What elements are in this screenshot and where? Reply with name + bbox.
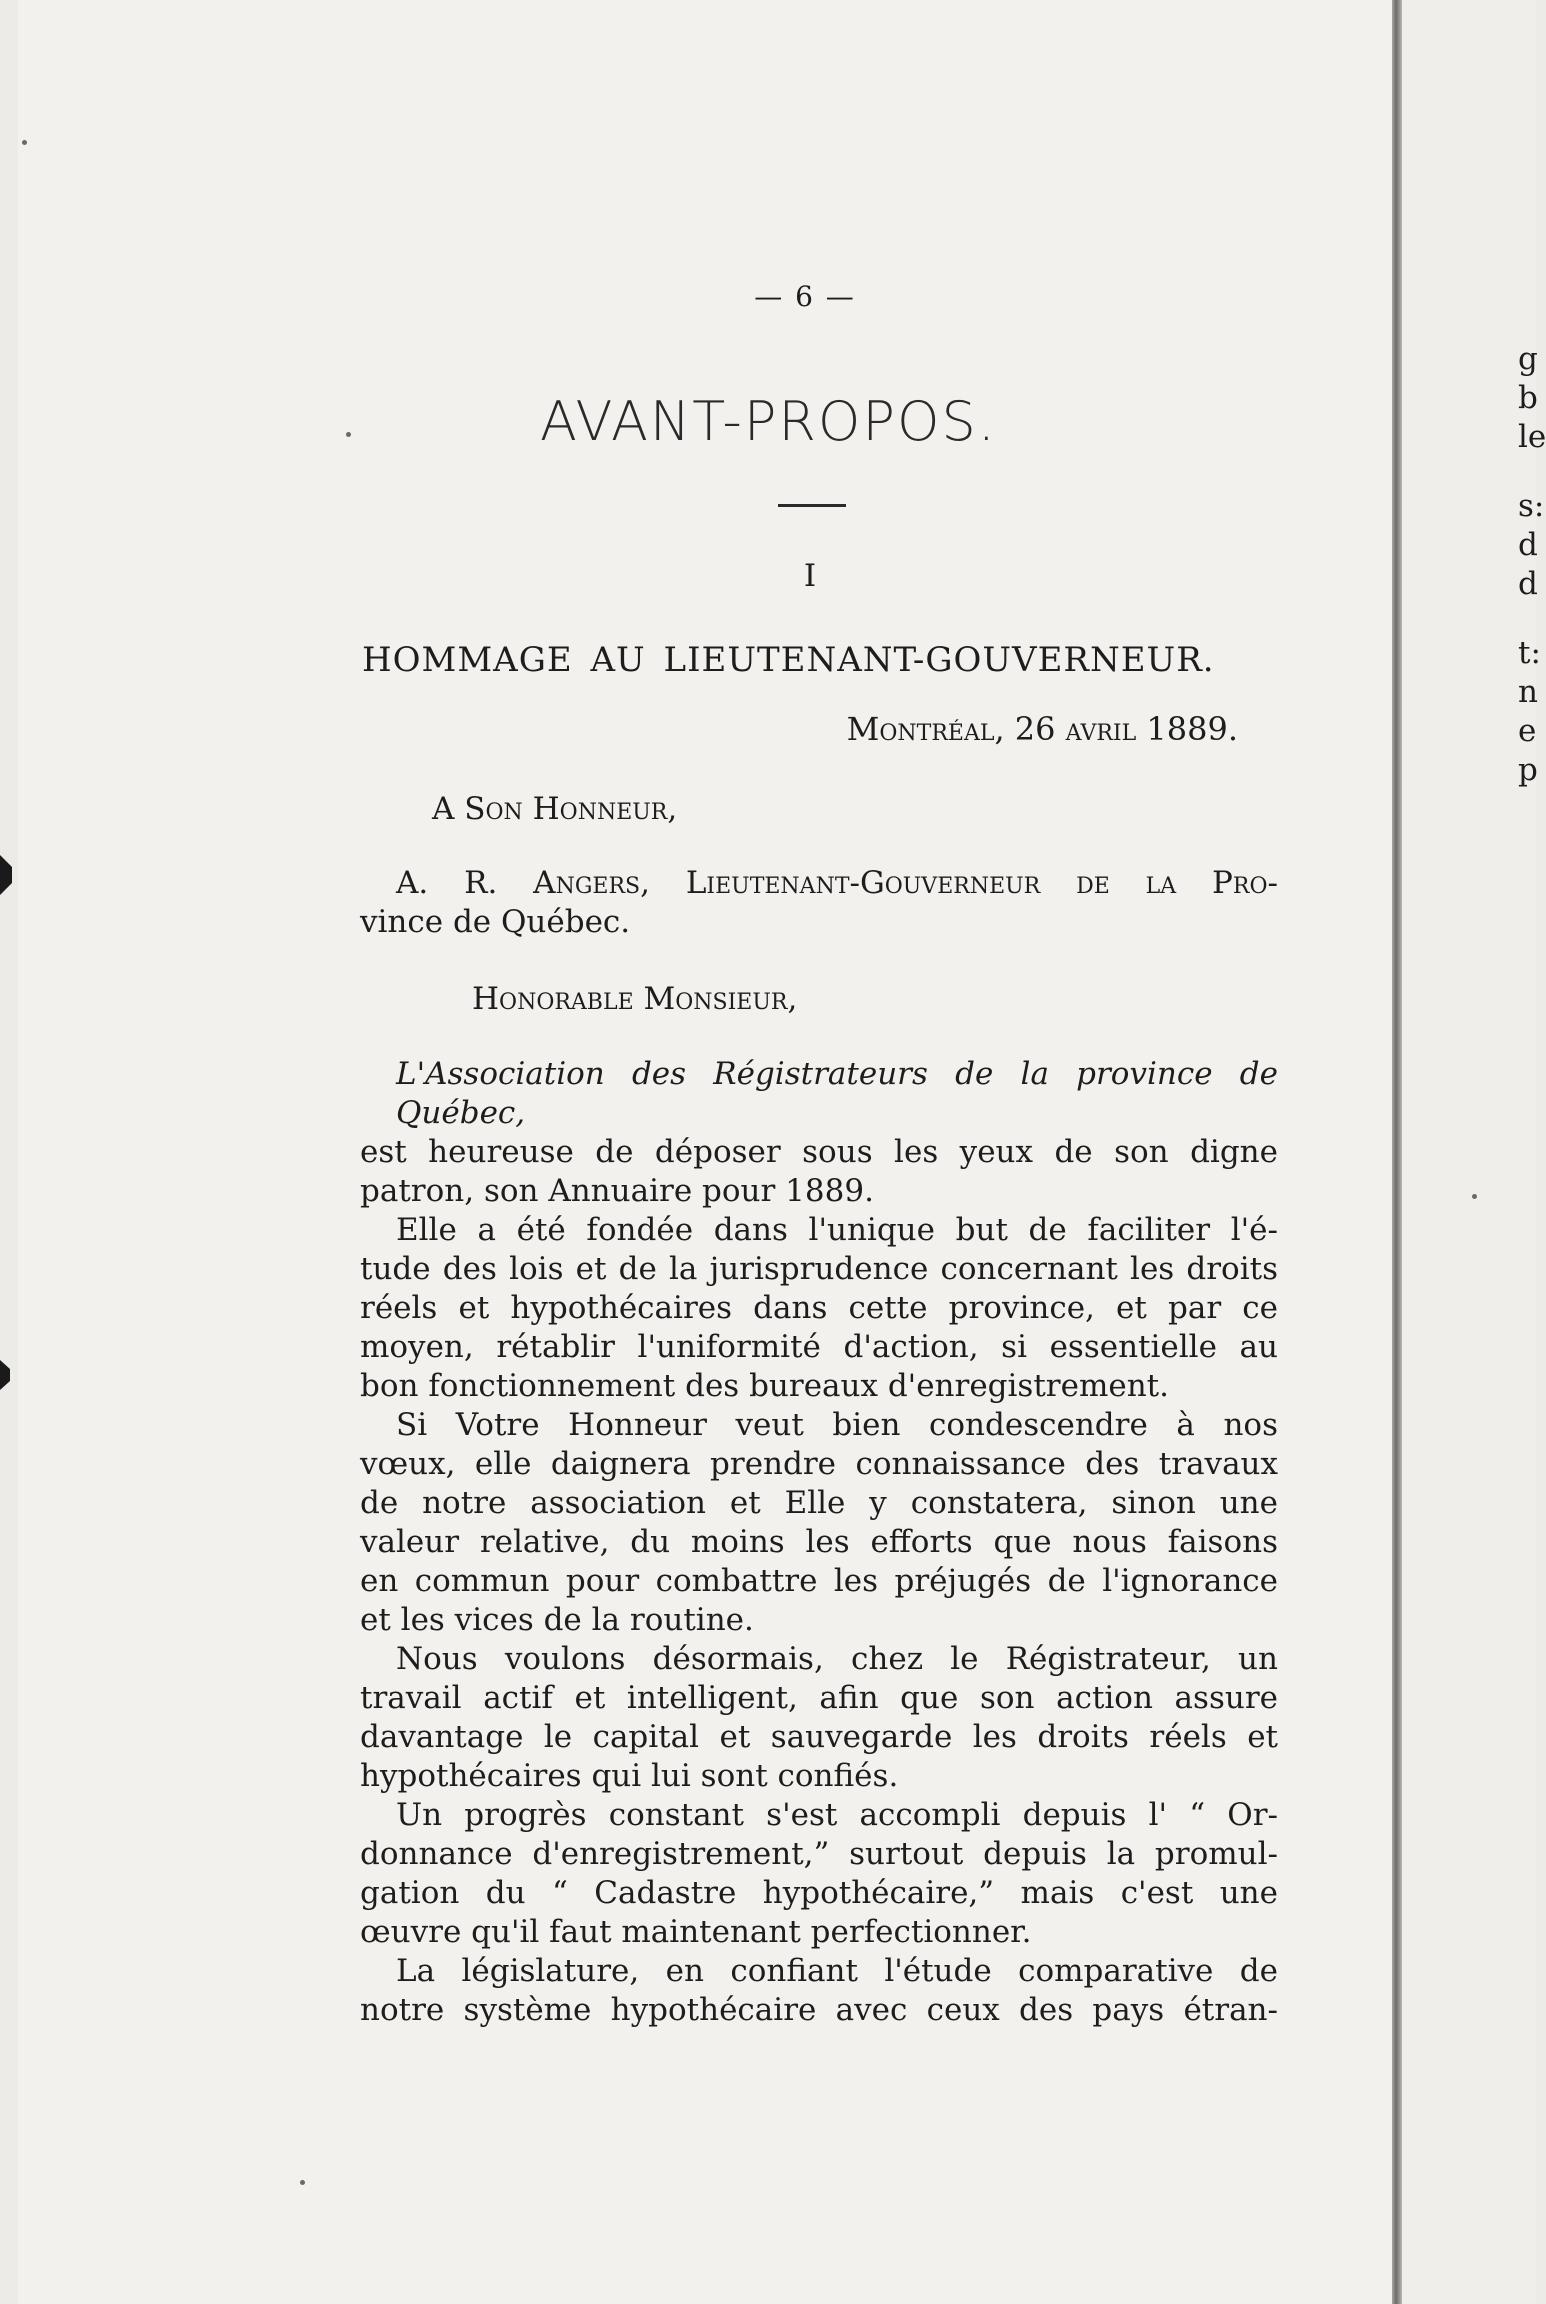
paragraph	[360, 1796, 1278, 1952]
paragraph	[360, 1952, 1278, 2030]
text-line: L'Association des Régistrateurs de la province de Québec,	[396, 1056, 1278, 1131]
text-line: travail actif et intelligent, afin que son action assure	[360, 1680, 1278, 1716]
paragraph	[360, 1211, 1278, 1406]
text-line: tude des lois et de la jurisprudence concernant les droits	[360, 1251, 1278, 1287]
scan-speck	[1472, 1194, 1477, 1199]
text-line: Si Votre Honneur veut bien condescendre à nos	[396, 1407, 1278, 1443]
text-line: patron, son Annuaire pour 1889.	[360, 1173, 874, 1209]
text-line: davantage le capital et sauvegarde les droits réels et	[360, 1719, 1278, 1755]
text-line: œuvre qu'il faut maintenant perfectionner.	[360, 1914, 1032, 1950]
text-line: est heureuse de déposer sous les yeux de son digne	[360, 1134, 1278, 1170]
addressee	[360, 864, 1278, 942]
text-line: et les vices de la routine.	[360, 1602, 754, 1638]
page-number: — 6 —	[754, 280, 856, 313]
text-line: Un progrès constant s'est accompli depuis l' “ Or-	[396, 1797, 1278, 1833]
scan-edge-mark	[0, 1360, 10, 1390]
scan-speck	[22, 140, 27, 145]
body-text	[360, 1055, 1278, 2030]
text-line: valeur relative, du moins les efforts que nous faisons	[360, 1524, 1278, 1560]
section-heading: HOMMAGE AU LIEUTENANT-GOUVERNEUR.	[362, 640, 1215, 680]
scan-edge-mark	[0, 855, 12, 895]
paragraph	[360, 1055, 1278, 1211]
text-line: hypothécaires qui lui sont confiés.	[360, 1758, 899, 1794]
greeting: Honorable Monsieur,	[472, 981, 798, 1017]
text-line: moyen, rétablir l'uniformité d'action, si essentielle au	[360, 1329, 1278, 1365]
scan-speck	[346, 432, 351, 437]
salutation: A Son Honneur,	[432, 791, 678, 827]
page-gutter	[1392, 0, 1402, 2304]
paragraph	[360, 1406, 1278, 1640]
text-line: Elle a été fondée dans l'unique but de faciliter l'é-	[396, 1212, 1278, 1248]
text-line: de notre association et Elle y constatera, sinon une	[360, 1485, 1278, 1521]
adjacent-page	[1402, 0, 1546, 2304]
title-divider	[778, 504, 846, 507]
text-line: en commun pour combattre les préjugés de l'ignorance	[360, 1563, 1278, 1599]
text-line: bon fonctionnement des bureaux d'enregistrement.	[360, 1368, 1169, 1404]
scan-speck	[300, 2180, 305, 2185]
dateline: Montréal, 26 avril 1889.	[846, 710, 1238, 748]
text-line: réels et hypothécaires dans cette province, et par ce	[360, 1290, 1278, 1326]
addressee-line: vince de Québec.	[360, 904, 631, 940]
paragraph	[360, 1640, 1278, 1796]
text-line: notre système hypothécaire avec ceux des pays étran-	[360, 1992, 1278, 2028]
text-line: Nous voulons désormais, chez le Régistrateur, un	[396, 1641, 1278, 1677]
text-line: gation du “ Cadastre hypothécaire,” mais c'est une	[360, 1875, 1278, 1911]
text-line: donnance d'enregistrement,” surtout depuis la promul-	[360, 1836, 1278, 1872]
adjacent-page-fragments: g b le s: d d t: n e p	[1518, 341, 1546, 788]
addressee-line: A. R. Angers, Lieutenant-Gouverneur de la Pro-	[396, 865, 1278, 901]
section-number: I	[803, 558, 817, 594]
text-line: vœux, elle daignera prendre connaissance des travaux	[360, 1446, 1278, 1482]
page-title: AVANT-PROPOS.	[540, 390, 997, 453]
text-line: La législature, en confiant l'étude comparative de	[396, 1953, 1278, 1989]
